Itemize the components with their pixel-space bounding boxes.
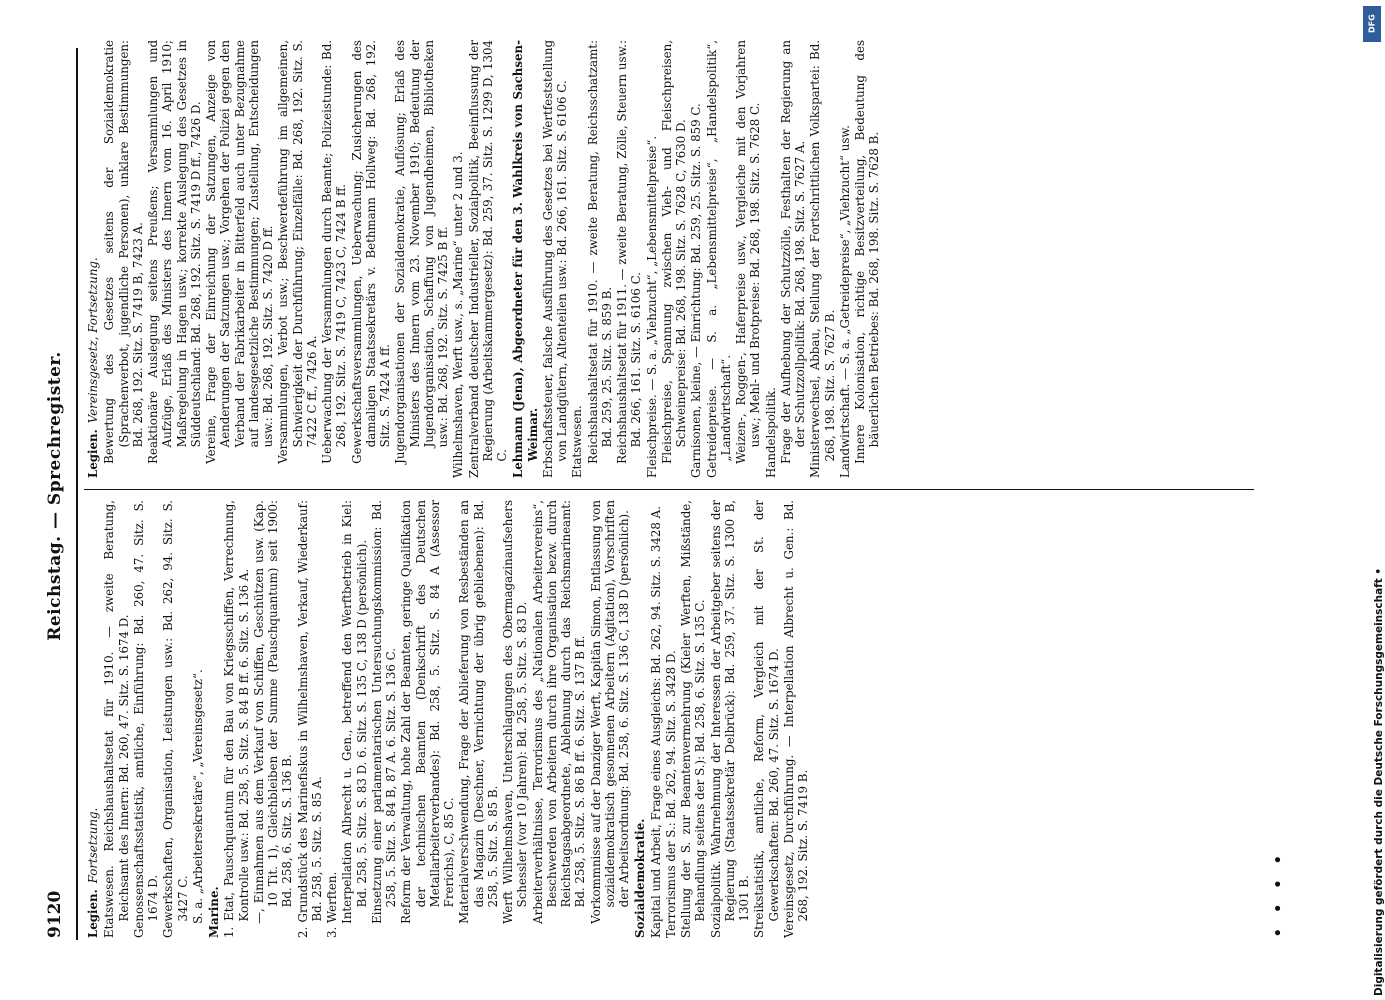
page-number: 9120 [45, 890, 65, 938]
digitization-credit: Digitalisierung gefördert durch die Deutsche Forschungsgemeinschaft • [1373, 567, 1385, 996]
register-entry: Lehmann (Jena), Abgeordneter für den 3. Wahlkreis von Sachsen-Weimar. [511, 40, 540, 478]
register-entry: 3. Werften. [325, 871, 339, 938]
register-entry: Reichshaushaltsetat für 1911. — zweite Beratung, Zölle, Steuern usw.: Bd. 266, 161. Sitz. S. 6106 C. [615, 40, 644, 464]
register-entry: Terrorismus der S.: Bd. 262, 94. Sitz. S. 3428 D. [663, 650, 678, 938]
right-entry-list [102, 40, 881, 478]
right-heading-continuation: Vereinsgesetz, Fortsetzung. [86, 257, 100, 424]
register-entry: Materialverschwendung, Frage der Ablieferung von Resbeständen an das Magazin (Deschner, Vernichtung der übrig gebliebenen): Bd. 258, 5. Sitz. S. 85 B. [457, 500, 500, 924]
left-heading-name: Legien. [86, 889, 100, 938]
register-entry: Werft Wilhelmshaven, Unterschlagungen des Obermagazinaufsehers Schessler (vor 10 Jahren): Bd. 258, 5. Sitz. S. 83 D. [501, 500, 530, 924]
register-entry: Gewerkschaftsversammlungen, Ueberwachung; Zusicherungen des damaligen Staatssekretärs v. Bethmann Hollweg: Bd. 268, 192. Sitz. S. 7424 A ff. [349, 40, 392, 464]
register-entry: 2. Grundstück des Marinefiskus in Wilhelmshaven, Verkauf, Wiederkauf: Bd. 258, 5. Sitz. S. 85 A. [295, 500, 324, 938]
right-column [86, 40, 1261, 478]
register-entry: 1. Etat, Pauschquantum für den Bau von Kriegsschiffen, Verrechnung, Kontrolle usw.: Bd. 258, 5. Sitz. S. 84 B ff. 6. Sitz. S. 136 A. [222, 500, 251, 938]
left-column-heading [86, 500, 100, 938]
footer-marks: • • • • [1268, 850, 1289, 938]
register-entry: Sozialdemokratie. [633, 818, 648, 938]
register-entry: Etatswesen. Reichshaushaltsetat für 1910. — zweite Beratung, Reichsamt des Innern: Bd. 260, 47. Sitz. S. 1674 D. [102, 500, 131, 938]
register-entry: S. a. „Arbeitersekretäre“, „Vereinsgesetz“. [190, 669, 205, 924]
register-entry: Arbeiterverhältnisse, Terrorismus des „Nationalen Arbeitervereins“, Beschwerden von Arbeitern durch ihre Organisation bezw. durch Reichstagsabgeordnete, Ablehnung durch das Reichsmarineamt: Bd. 258, 5. Sitz. S. 86 B ff. 6. Sitz. S. 137 B ff. [530, 500, 588, 924]
header-rule [76, 48, 78, 940]
left-column [86, 500, 1261, 938]
register-entry: Getreidepreise. — S. a. „Lebensmittelpreise“, „Handelspolitik“, „Landwirtschaft“. [704, 40, 733, 478]
register-entry: Zentralverband deutscher Industrieller, Sozialpolitik, Beeinflussung der Regierung (Arbeitskammergesetz): Bd. 259, 37. Sitz. S. 1299 D, 1304 C. [466, 40, 509, 478]
register-entry: Vorkommnisse auf der Danziger Werft, Kapitän Simon, Entlassung von sozialdemokratisch gesonnenen Arbeitern (Agitation), Vorschriften der Arbeitsordnung: Bd. 258, 6. Sitz. S. 136 C, 138 D (persönlich). [588, 500, 631, 924]
right-heading-name: Legien. [86, 429, 100, 478]
right-column-heading [86, 40, 100, 478]
register-entry: Jugendorganisationen der Sozialdemokratie, Auflösung; Erlaß des Ministers des Innern vom 23. November 1910; Bedeutung der Jugendorganisation, Schaffung von Jugendheimen, Bibliotheken usw.: Bd. 268, 192. Sitz. S. 7425 B ff. [393, 40, 450, 464]
register-entry: Reichshaushaltsetat für 1910. — zweite Beratung, Reichsschatzamt: Bd. 259, 25. Sitz. S. 859 B. [585, 40, 614, 464]
register-entry: Vereinsgesetz, Durchführung. — Interpellation Albrecht u. Gen.: Bd. 268, 192. Sitz. S. 7419 B. [781, 500, 810, 938]
register-entry: Ministerwechsel, Abbau, Stellung der Fortschrittlichen Volkspartei: Bd. 268, 198. Sitz. S. 7627 B. [808, 40, 837, 478]
register-entry: Vereine, Frage der Einreichung der Satzungen, Anzeige von Aenderungen der Satzungen usw.; Vorgehen der Polizei gegen den Verband der Fabrikarbeiter in Bitterfeld auch unter Bezugnahme auf landesgesetzliche Bestimmungen; Zustellung, Entscheidungen usw.: Bd. 268, 192. Sitz. S. 7420 D ff. [204, 40, 275, 464]
column-divider [84, 489, 1254, 490]
register-entry: Stellung der S. zur Beamtenvermehrung (Kieler Werften, Mißstände, Behandlung seitens der S.): Bd. 258, 6. Sitz. S. 135 C. [679, 500, 708, 938]
register-entry: Sozialpolitik. Wahrnehmung der Interessen der Arbeitgeber seitens der Regierung (Staatssekretär Delbrück): Bd. 259, 37. Sitz. S. 1300 B, 1301 B. [708, 500, 751, 938]
register-entry: Ueberwachung der Versammlungen durch Beamte; Polizeistunde: Bd. 268, 192. Sitz. S. 7419 C, 7423 C, 7424 B ff. [320, 40, 349, 464]
register-entry: Handelspolitik. [763, 387, 778, 478]
register-entry: Etatswesen. [570, 405, 585, 478]
register-entry: Versammlungen, Verbot usw.; Beschwerdeführung im allgemeinen, Schwierigkeit der Durchführung; Einzelfälle: Bd. 268, 192. Sitz. S. 7422 C ff., 7426 A. [276, 40, 319, 464]
register-entry: Interpellation Albrecht u. Gen., betreffend den Werftbetrieb in Kiel: Bd. 258, 5. Sitz. S. 83 D. 6. Sitz. S. 135 C, 138 D (persönlich). [340, 500, 369, 924]
register-entry: Einsetzung einer parlamentarischen Untersuchungskommission: Bd. 258, 5. Sitz. S. 84 B, 87 A. 6. Sitz. S. 136 C. [369, 500, 398, 924]
register-entry: Bewertung des Gesetzes seitens der Sozialdemokratie (Sprachenverbot, jugendliche Personen), unklare Bestimmungen: Bd. 268, 192. Sitz. S. 7419 B, 7423 A. [102, 40, 145, 464]
register-entry: Reaktionäre Auslegung seitens Preußens; Versammlungen und Aufzüge, Erlaß des Ministers des Innern vom 16. April 1910; Maßregelung in Hagen usw.; korrekte Auslegung des Gesetzes in Süddeutschland: Bd. 268, 192. Sitz. S. 7419 D ff., 7426 D. [146, 40, 203, 464]
register-entry: Genossenschaftsstatistik, amtliche, Einführung: Bd. 260, 47. Sitz. S. 1674 D. [131, 500, 160, 938]
left-entry-list [102, 500, 810, 938]
register-entry: Weizen-, Roggen-, Haferpreise usw., Vergleiche mit den Vorjahren usw.; Mehl- und Brotpreise: Bd. 268, 198. Sitz. S. 7628 C. [734, 40, 763, 464]
register-entry: Gewerkschaften, Organisation, Leistungen usw.: Bd. 262, 94. Sitz. S. 3427 C. [161, 500, 190, 938]
register-entry: Garnisonen, kleine, — Einrichtung: Bd. 259, 25. Sitz. S. 859 C. [689, 103, 704, 478]
dfg-logo: DFG [1363, 6, 1381, 42]
register-entry: Frage der Aufhebung der Schutzzölle, Festhalten der Regierung an der Schutzzollpolitik: Bd. 268, 198. Sitz. S. 7627 A. [778, 40, 807, 464]
register-entry: Erbschaftssteuer, falsche Ausführung des Gesetzes bei Wertfeststellung von Landgütern, Altenteilen usw.: Bd. 266, 161. Sitz. S. 6106 C. [540, 40, 569, 478]
register-entry: —, Einnahmen aus dem Verkauf von Schiffen, Geschützen usw. (Kap. 10 Tit. 1), Gleichbleiben der Summe (Pauschquantum) seit 1900: Bd. 258, 6. Sitz. S. 136 B. [251, 500, 295, 924]
register-entry: Innere Kolonisation, richtige Besitzverteilung, Bedeutung des bäuerlichen Betriebes: Bd. 268, 198. Sitz. S. 7628 B. [853, 40, 882, 464]
register-entry: Landwirtschaft. — S. a. „Getreidepreise“, „Viehzucht“ usw. [837, 125, 852, 478]
page-header [45, 54, 69, 938]
register-entry: Kapital und Arbeit, Frage eines Ausgleichs: Bd. 262, 94. Sitz. S. 3428 A. [648, 506, 663, 938]
left-heading-continuation: Fortsetzung. [86, 807, 100, 884]
register-entry: Streikstatistik, amtliche, Reform, Vergleich mit der St. der Gewerkschaften: Bd. 260, 47. Sitz. S. 1674 D. [752, 500, 781, 938]
register-entry: Marine. [207, 886, 221, 938]
running-head: Reichstag. — Sprechregister. [45, 351, 65, 641]
register-entry: Wilhelmshaven, Werft usw., s. „Marine“ unter 2 und 3. [451, 151, 466, 478]
register-entry: Fleischpreise, Spannung zwischen Vieh- und Fleischpreisen, Schweinepreise: Bd. 268, 198. Sitz. S. 7628 C, 7630 D. [659, 40, 688, 464]
register-entry: Fleischpreise. — S. a. „Viehzucht“, „Lebensmittelpreise“. [644, 135, 659, 478]
register-entry: Reform der Verwaltung, hohe Zahl der Beamten, geringe Qualifikation der technischen Beamten (Denkschrift des Deutschen Metallarbeiterverbandes): Bd. 258, 5. Sitz. S. 84 A (Assessor Frerichs), C, 85 C. [399, 500, 456, 924]
